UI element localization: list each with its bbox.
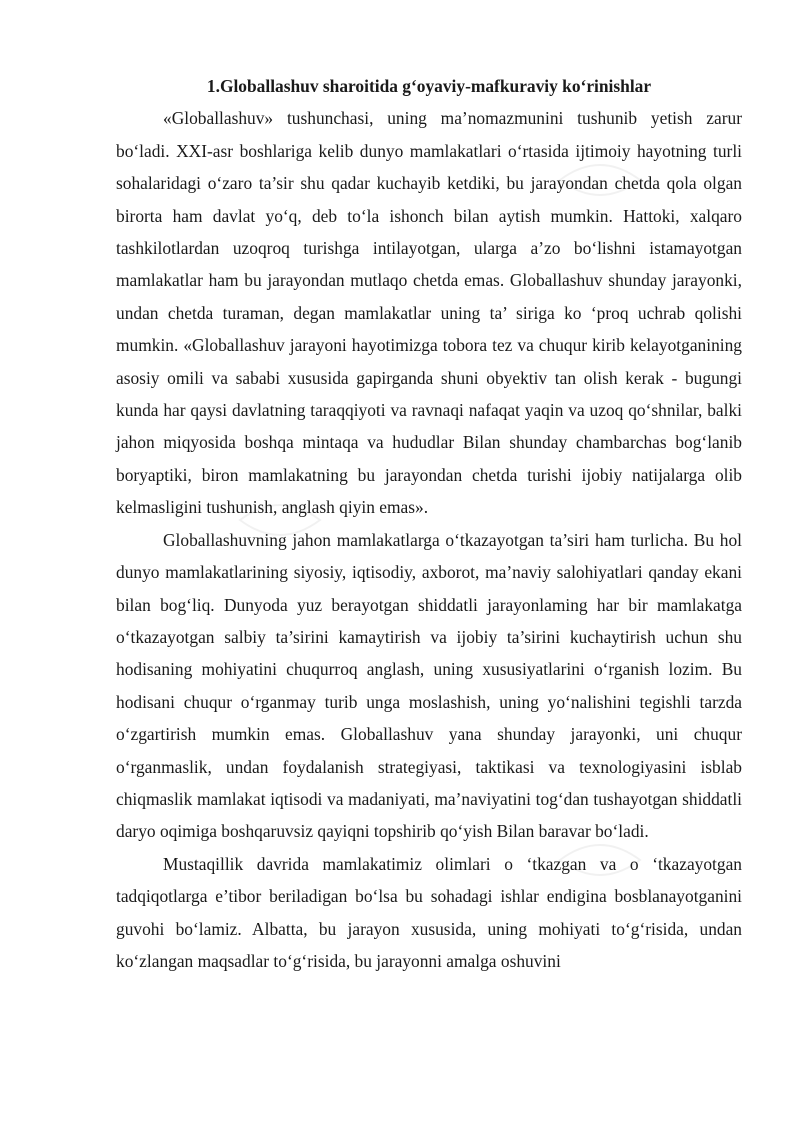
document-title: 1.Globallashuv sharoitida g‘oyaviy-mafkuraviy ko‘rinishlar <box>206 76 652 96</box>
paragraph-3: Mustaqillik davrida mamlakatimiz olimlari o ‘tkazgan va o ‘tkazayotgan tadqiqotlarga e’tibor beriladigan bo‘lsa bu sohadagi ishlar endigina bosblanayotganini guvohi bo‘lamiz. Albatta, bu jarayon xususida, uning mohiyati to‘g‘risida, undan ko‘zlangan maqsadlar to‘g‘risida, bu jarayonni amalga oshuvini <box>116 853 742 971</box>
paragraph-2: Globallashuvning jahon mamlakatlarga o‘tkazayotgan ta’siri ham turlicha. Bu hol dunyo mamlakatlarining siyosiy, iqtisodiy, axborot, ma’naviy salohiyatlari qanday ekani bilan bog‘liq. Dunyoda yuz berayotgan shiddatli jarayonlaming har bir mamlakatga o‘tkazayotgan salbiy ta’sirini kamaytirish va ijobiy ta’sirini kuchaytirish uchun shu hodisaning mohiyatini chuqurroq anglash, uning xususiyatlarini o‘rganish lozim. Bu hodisani chuqur o‘rganmay turib unga moslashish, uning yo‘nalishini tegishli tarzda o‘zgartirish mumkin emas. Globallashuv yana shunday jarayonki, uni chuqur o‘rganmaslik, undan foydalanish strategiyasi, taktikasi va texnologiyasini isblab chiqmaslik mamlakat iqtisodi va madaniyati, ma’naviyatini tog‘dan tushayotgan shiddatli daryo oqimiga boshqaruvsiz qayiqni topshirib qo‘yish Bilan baravar bo‘ladi. <box>116 529 742 842</box>
paragraph-1: «Globallashuv» tushunchasi, uning ma’nomazmunini tushunib yetish zarur bo‘ladi. XXI-asr boshlariga kelib dunyo mamlakatlari o‘rtasida ijtimoiy hayotning turli sohalaridagi o‘zaro ta’sir shu qadar kuchayib ketdiki, bu jarayondan chetda qola olgan birorta ham davlat yo‘q, deb to‘la ishonch bilan aytish mumkin. Hattoki, xalqaro tashkilotlardan uzoqroq turishga intilayotgan, ularga a’zo bo‘lishni istamayotgan mamlakatlar ham bu jarayondan mutlaqo chetda emas. Globallashuv shunday jarayonki, undan chetda turaman, degan mamlakatlar uning ta’ siriga ko ‘proq uchrab qolishi mumkin. «Globallashuv jarayoni hayotimizga tobora tez va chuqur kirib kelayotganining asosiy omili va sababi xususida gapirganda shuni obyektiv tan olish kerak - bugungi kunda har qaysi davlatning taraqqiyoti va ravnaqi nafaqat yaqin va uzoq qo‘shnilar, balki jahon miqyosida boshqa mintaqa va hududlar Bilan shunday chambarchas bog‘lanib boryaptiki, biron mamlakatning bu jarayondan chetda turishi ijobiy natijalarga olib kelmasligini tushunish, anglash qiyin emas». <box>116 108 742 518</box>
document-body <box>116 70 742 977</box>
